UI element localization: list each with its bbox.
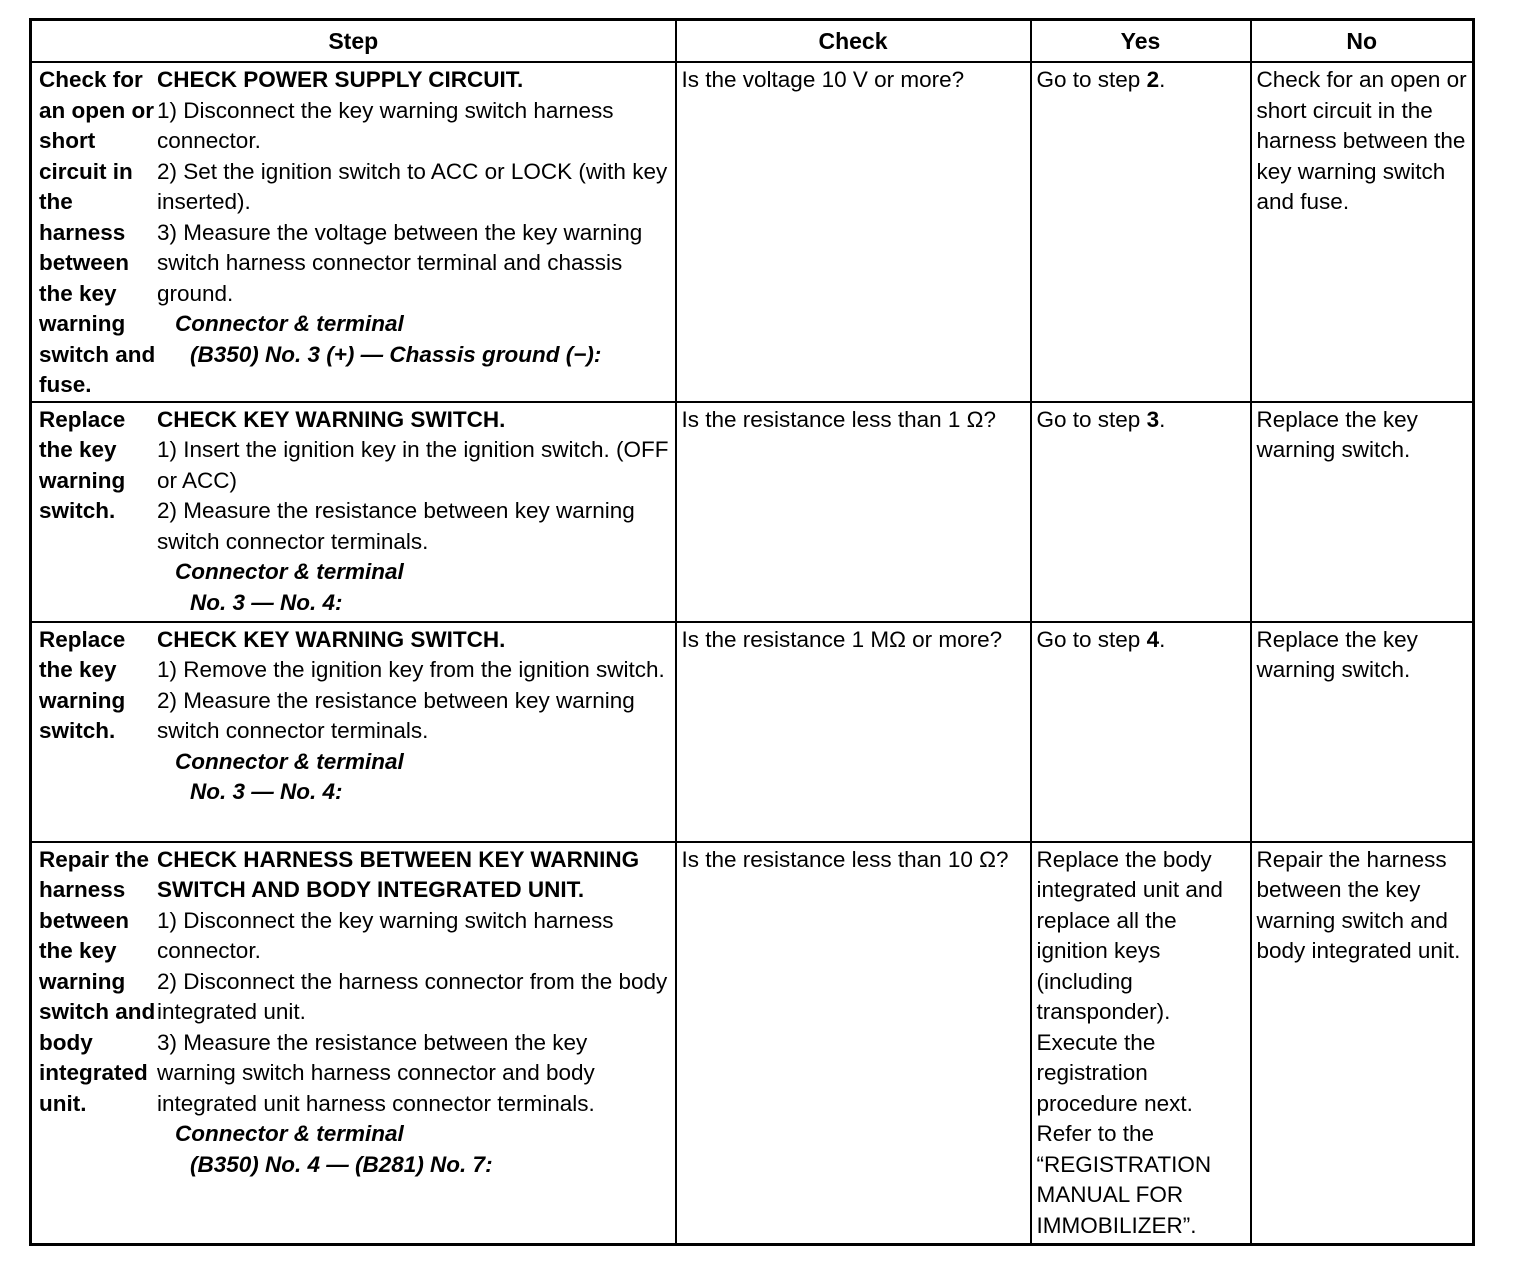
yes-cell: Replace the body integrated unit and replace all the ignition keys (including transponder). Execute the registration procedure next. Refer to the “REGISTRATION MANUAL FOR IMMOBILIZER”.	[1031, 842, 1251, 1245]
connector-value: No. 3 — No. 4:	[190, 589, 343, 615]
yes-cell	[1031, 402, 1251, 622]
header-step: Step	[31, 20, 676, 63]
step-cell	[31, 622, 676, 842]
yes-text: Go to step	[1036, 626, 1147, 652]
step-number: Repair the harness between the key warning switch and body integrated unit.	[39, 846, 156, 1116]
step-title: CHECK KEY WARNING SWITCH.	[157, 406, 506, 432]
step-instruction: 2) Disconnect the harness connector from the body integrated unit.	[157, 968, 668, 1024]
yes-suffix: .	[1159, 406, 1166, 432]
step-number: Check for an open or short circuit in the harness between the key warning switch and fuse.	[39, 67, 156, 397]
step-instruction: 1) Remove the ignition key from the ignition switch.	[157, 657, 665, 682]
table-row	[31, 842, 1474, 1245]
step-instruction: 3) Measure the voltage between the key warning switch harness connector terminal and chassis ground.	[157, 219, 643, 306]
step-instruction: 3) Measure the resistance between the key warning switch harness connector and body integrated unit harness connector terminals.	[157, 1029, 595, 1116]
yes-cell	[1031, 62, 1251, 402]
yes-step-number: 2	[1146, 67, 1160, 92]
step-title: CHECK POWER SUPPLY CIRCUIT.	[157, 67, 524, 92]
yes-text: Go to step	[1036, 67, 1147, 92]
check-cell: Is the resistance less than 10 Ω?	[676, 842, 1031, 1245]
yes-step-number: 4	[1146, 626, 1160, 652]
step-instruction: 1) Insert the ignition key in the ignition switch. (OFF or ACC)	[157, 437, 669, 493]
yes-suffix: .	[1159, 67, 1166, 92]
step-number: Replace the key warning switch.	[39, 626, 126, 743]
step-instruction: 2) Measure the resistance between key warning switch connector terminals.	[157, 687, 635, 743]
header-no: No	[1251, 20, 1474, 63]
step-cell	[31, 842, 676, 1245]
no-cell: Replace the key warning switch.	[1251, 402, 1474, 622]
step-cell	[31, 62, 676, 402]
step-title: CHECK KEY WARNING SWITCH.	[157, 626, 506, 652]
yes-suffix: .	[1159, 626, 1166, 652]
connector-label: Connector & terminal	[175, 748, 404, 774]
connector-value: (B350) No. 4 — (B281) No. 7:	[190, 1151, 493, 1177]
yes-text: Go to step	[1036, 406, 1147, 432]
step-instruction: 1) Disconnect the key warning switch harness connector.	[157, 907, 614, 963]
check-cell: Is the resistance less than 1 Ω?	[676, 402, 1031, 622]
check-cell: Is the voltage 10 V or more?	[676, 62, 1031, 402]
connector-label: Connector & terminal	[175, 559, 404, 584]
connector-value: (B350) No. 3 (+) — Chassis ground (−):	[190, 341, 602, 367]
connector-label: Connector & terminal	[175, 1121, 404, 1146]
step-number: Replace the key warning switch.	[39, 406, 126, 523]
step-title: CHECK HARNESS BETWEEN KEY WARNING SWITCH AND BODY INTEGRATED UNIT.	[157, 846, 640, 902]
no-cell: Check for an open or short circuit in the harness between the key warning switch and fuse.	[1251, 62, 1474, 402]
no-cell: Repair the harness between the key warning switch and body integrated unit.	[1251, 842, 1474, 1245]
header-yes: Yes	[1031, 20, 1251, 63]
no-cell: Replace the key warning switch.	[1251, 622, 1474, 842]
table-row	[31, 62, 1474, 402]
table-row	[31, 622, 1474, 842]
check-cell: Is the resistance 1 MΩ or more?	[676, 622, 1031, 842]
table-header-row	[31, 20, 1474, 63]
step-instruction: 1) Disconnect the key warning switch harness connector.	[157, 97, 614, 153]
step-instruction: 2) Set the ignition switch to ACC or LOCK (with key inserted).	[157, 158, 668, 214]
diagnostic-table	[29, 18, 1475, 1246]
connector-label: Connector & terminal	[175, 311, 404, 336]
yes-step-number: 3	[1146, 406, 1160, 432]
table-row	[31, 402, 1474, 622]
yes-cell	[1031, 622, 1251, 842]
step-cell	[31, 402, 676, 622]
header-check: Check	[676, 20, 1031, 63]
connector-value: No. 3 — No. 4:	[190, 779, 343, 804]
step-instruction: 2) Measure the resistance between key warning switch connector terminals.	[157, 498, 635, 554]
